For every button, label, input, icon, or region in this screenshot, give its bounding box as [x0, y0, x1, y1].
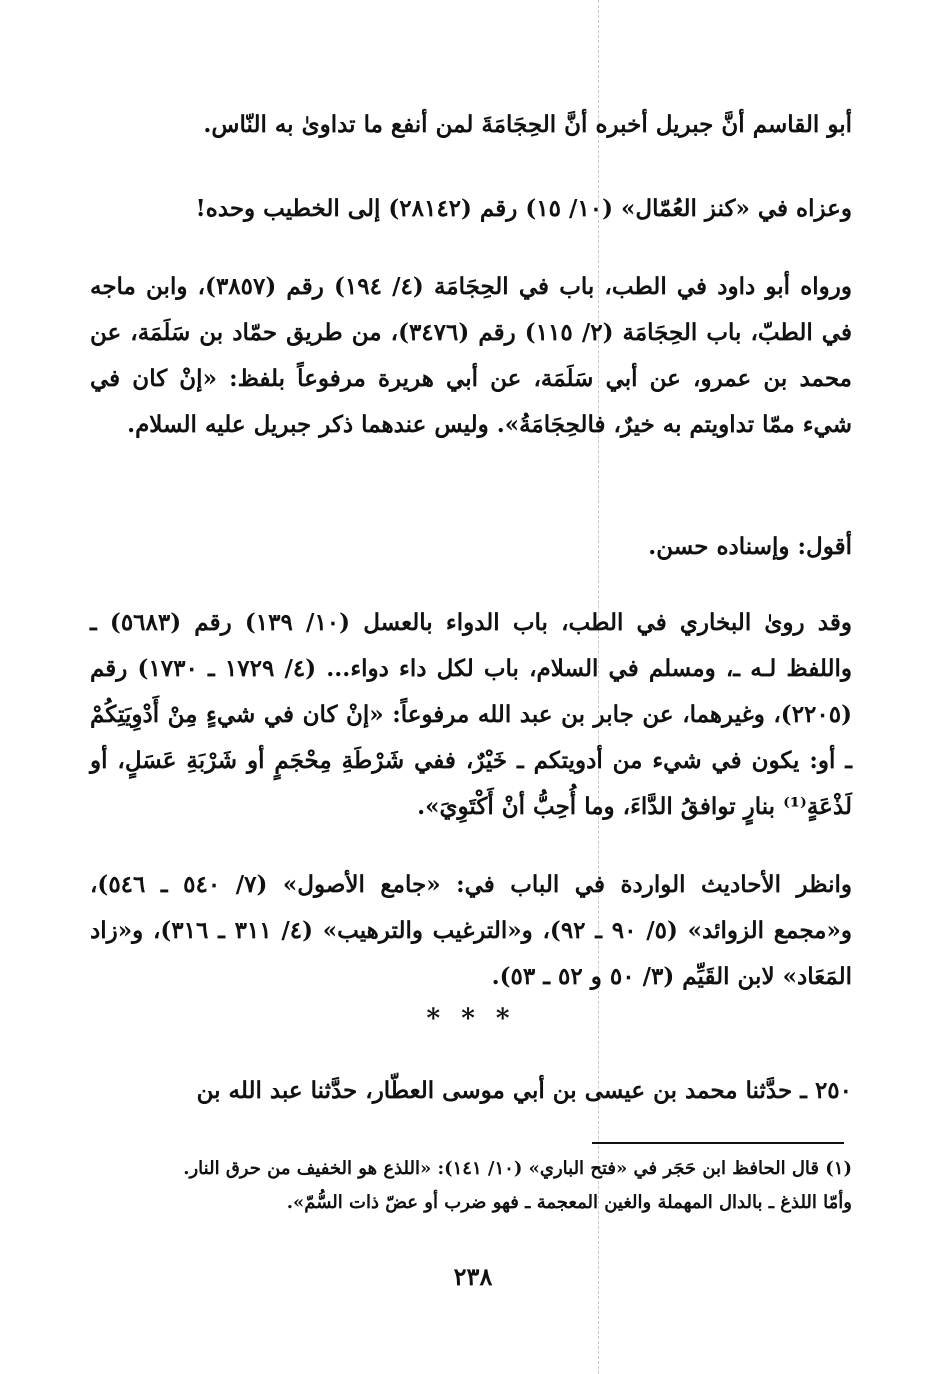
- paragraph-1-text: أبو القاسم أنَّ جبريل أخبره أنَّ الحِجَامَةَ لمن أنفع ما تداوىٰ به النّاس.: [203, 111, 852, 138]
- hadith-250: [90, 1068, 852, 1114]
- paragraph-5: [90, 600, 852, 830]
- paragraph-2-text: وعزاه في «كنز العُمّال» (١٠/ ١٥) رقم (٢٨١٤٢) إلى الخطيب وحده!: [195, 195, 852, 222]
- footnotes: [90, 1152, 852, 1220]
- section-separator: * * *: [426, 1004, 516, 1034]
- paragraph-5-text: وقد روىٰ البخاري في الطب، باب الدواء بالعسل (١٠/ ١٣٩) رقم (٥٦٨٣) ـ واللفظ لـه ـ، ومسلم في السلام، باب لكل داء دواء... (٤/ ١٧٢٩ ـ ١٧٣٠) رقم (٢٢٠٥)، وغيرهما، عن جابر بن عبد الله مرفوعاً: «إنْ كان في شيءٍ مِنْ أَدْوِيَتِكُمْ ـ أو: يكون في شيء من أدويتكم ـ خَيْرٌ، ففي شَرْطَةِ مِحْجَمٍ أو شَرْبَةِ عَسَلٍ، أو لَذْعَةٍ⁽¹⁾ بنارٍ توافقُ الدَّاءَ، وما أُحِبُّ أنْ أَكْتَوِيَ».: [90, 609, 852, 820]
- hadith-250-text: ٢٥٠ ـ حدَّثنا محمد بن عيسى بن أبي موسى العطّار، حدَّثنا عبد الله بن: [196, 1077, 852, 1104]
- paragraph-2: [90, 186, 852, 232]
- paragraph-6: [90, 862, 852, 1000]
- paragraph-3: [90, 264, 852, 448]
- paragraph-3-text: ورواه أبو داود في الطب، باب في الحِجَامَة (٤/ ١٩٤) رقم (٣٨٥٧)، وابن ماجه في الطبّ، باب الحِجَامَة (٢/ ١١٥) رقم (٣٤٧٦)، من طريق حمّاد بن سَلَمَة، عن محمد بن عمرو، عن أبي سَلَمَة، عن أبي هريرة مرفوعاً بلفظ: «إنْ كان في شيء ممّا تداويتم به خيرٌ، فالحِجَامَةُ». وليس عندهما ذكر جبريل عليه السلام.: [90, 273, 852, 438]
- footnote-1-line-2: وأمّا اللذغ ـ بالدال المهملة والغين المعجمة ـ فهو ضرب أو عضّ ذات السُّمّ».: [286, 1192, 852, 1213]
- paragraph-6-text: وانظر الأحاديث الواردة في الباب في: «جامع الأصول» (٧/ ٥٤٠ ـ ٥٤٦)، و«مجمع الزوائد» (٥/ ٩٠ ـ ٩٢)، و«الترغيب والترهيب» (٤/ ٣١١ ـ ٣١٦)، و«زاد المَعَاد» لابن القَيِّم (٣/ ٥٠ و ٥٢ ـ ٥٣).: [90, 871, 852, 990]
- footnote-1-line-1: (١) قال الحافظ ابن حَجَر في «فتح الباري» (١٠/ ١٤١): «اللذع هو الخفيف من حرق النار.: [183, 1158, 852, 1179]
- paragraph-4-text: أقول: وإسناده حسن.: [648, 533, 852, 560]
- paragraph-1: [90, 102, 852, 148]
- footnote-rule: [592, 1142, 844, 1144]
- paragraph-4: [90, 524, 852, 570]
- page-number: ٢٣٨: [453, 1262, 493, 1291]
